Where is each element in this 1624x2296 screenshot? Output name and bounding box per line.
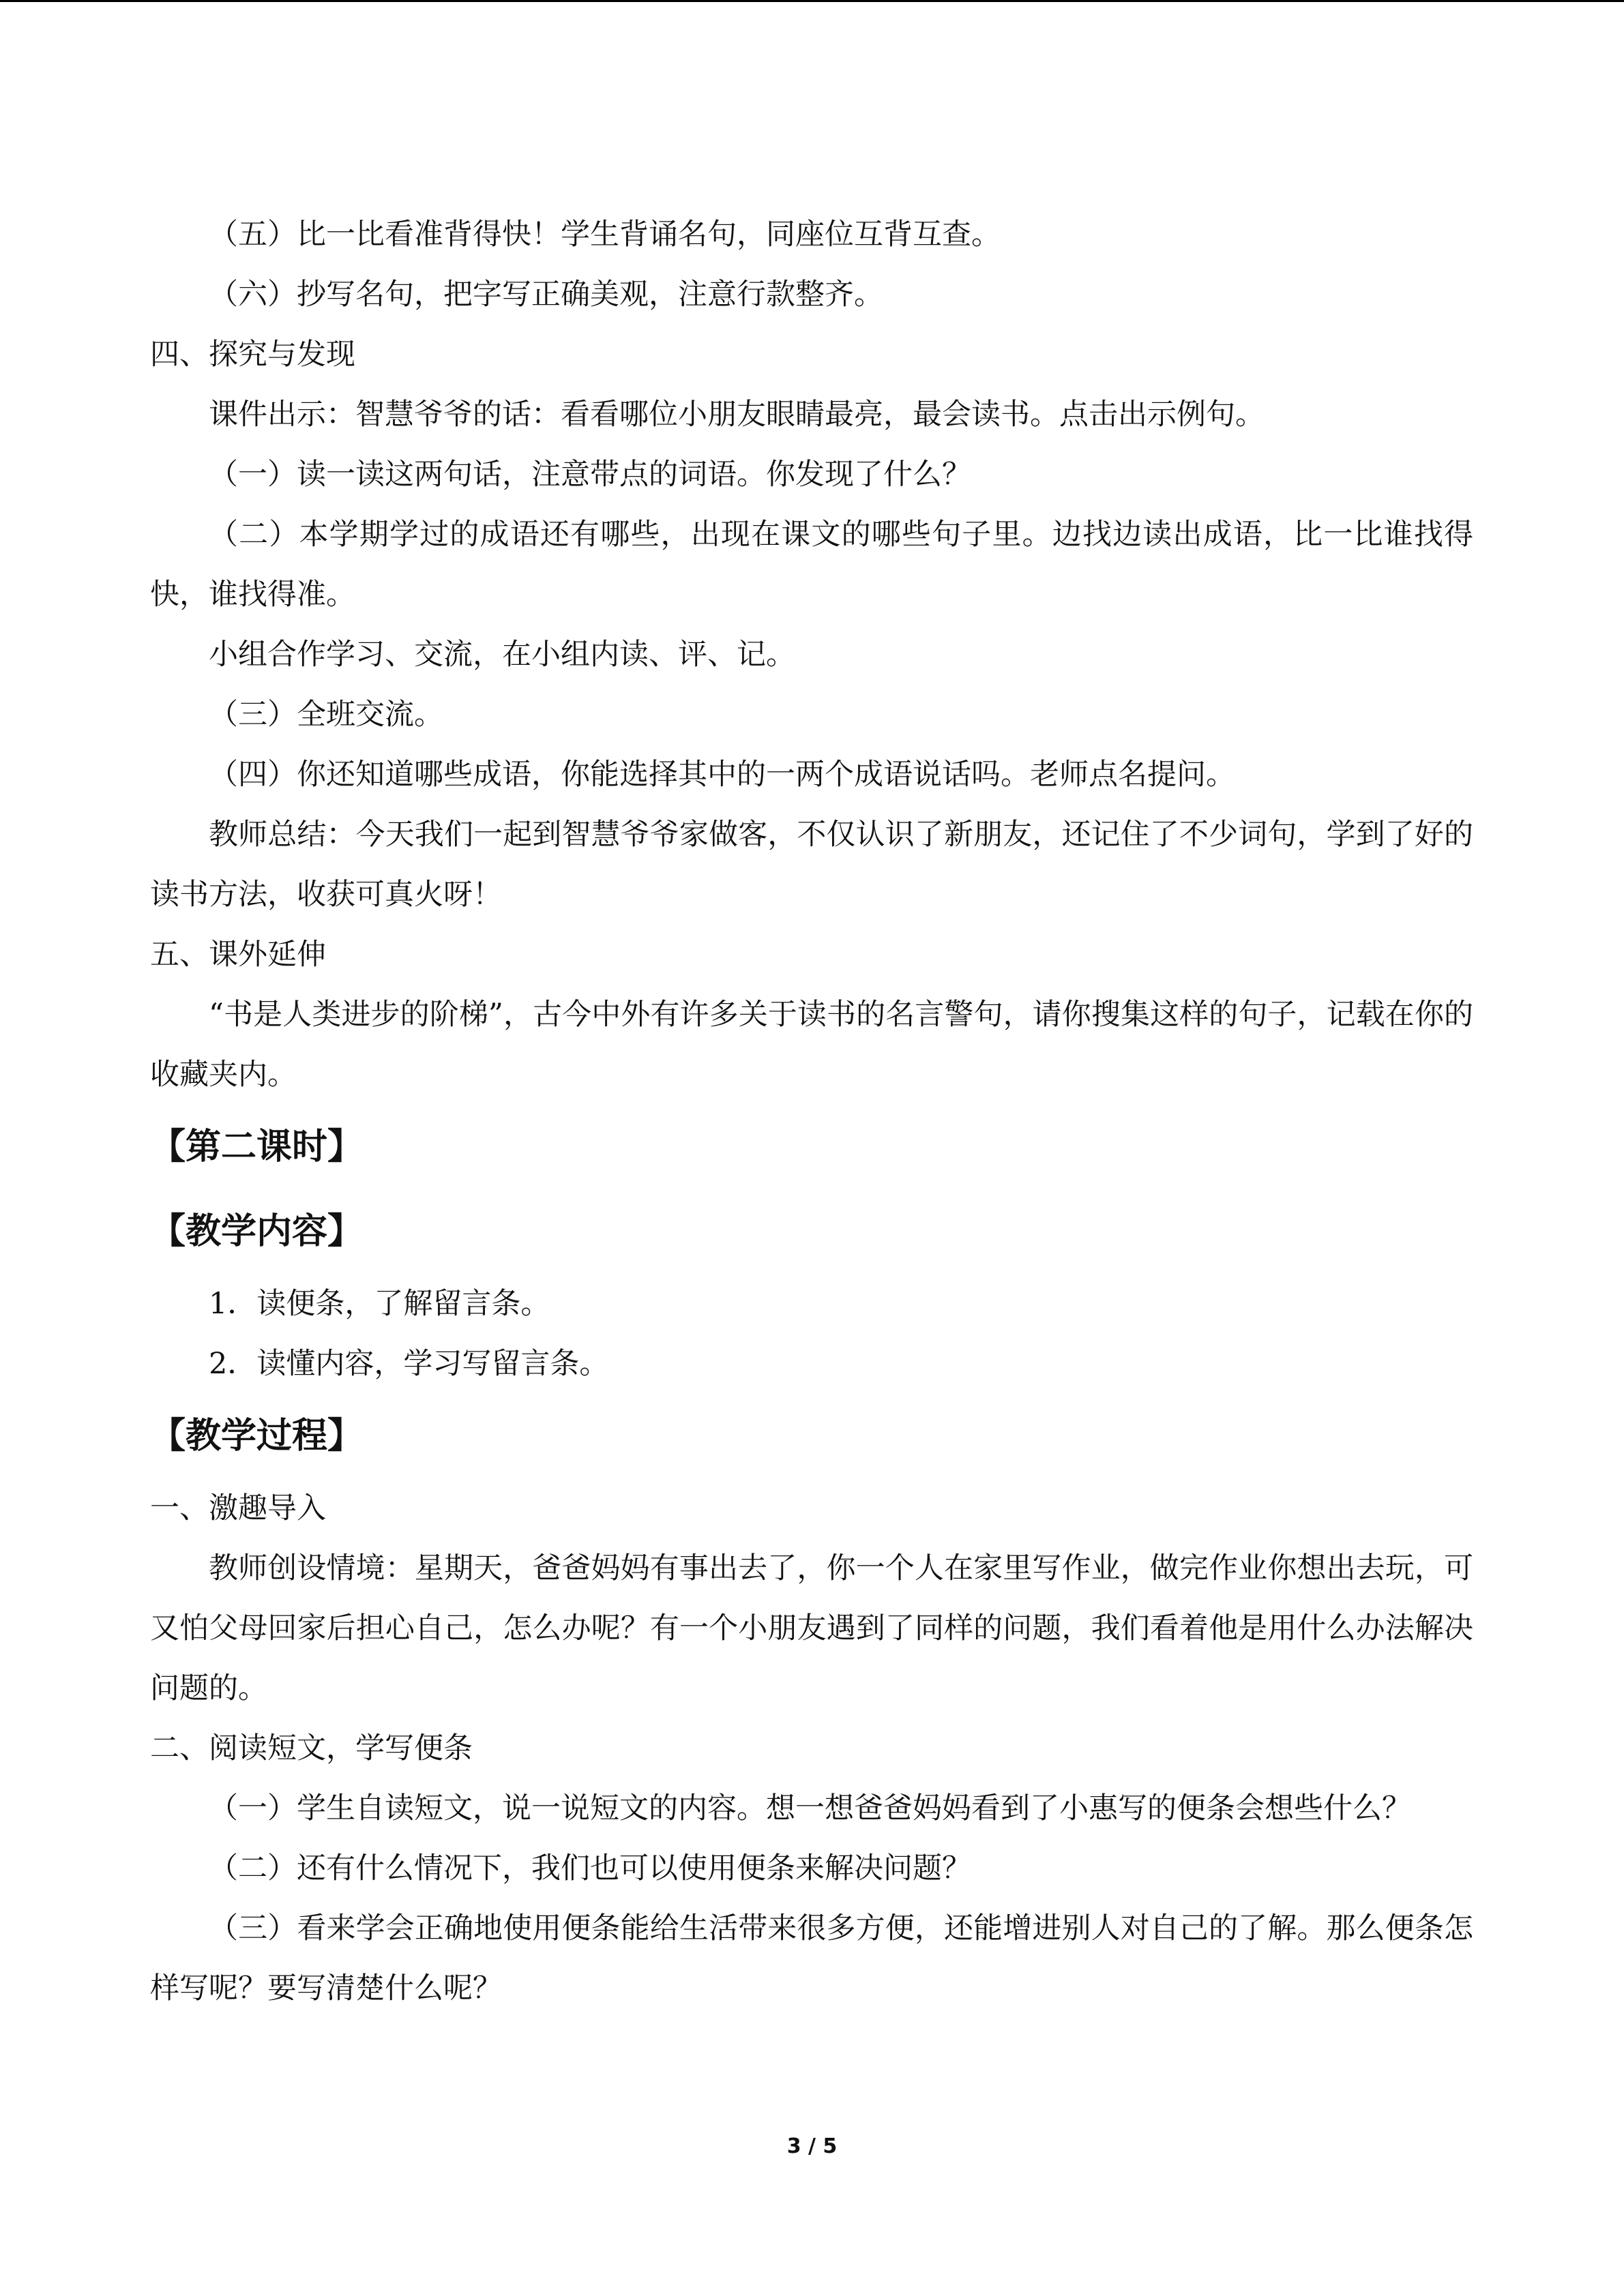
bold-heading-second-lesson: 【第二课时】 (150, 1127, 364, 1167)
paragraph: “书是人类进步的阶梯”，古今中外有许多关于读书的名言警句，请你搜集这样的句子，记载在你的收藏夹内。 (150, 998, 1473, 1092)
section-heading: 四、探究与发现 (150, 338, 355, 372)
paragraph: （三）全班交流。 (209, 698, 443, 732)
paragraph: 小组合作学习、交流，在小组内读、评、记。 (209, 638, 795, 672)
paragraph: 教师创设情境：星期天，爸爸妈妈有事出去了，你一个人在家里写作业，做完作业你想出去玩，可又怕父母回家后担心自己，怎么办呢？有一个小朋友遇到了同样的问题，我们看着他是用什么办法解决问题的。 (150, 1551, 1473, 1705)
paragraph: （一）学生自读短文，说一说短文的内容。想一想爸爸妈妈看到了小惠写的便条会想些什么？ (209, 1791, 1411, 1825)
section-heading: 五、课外延伸 (150, 938, 326, 972)
paragraph: 课件出示：智慧爷爷的话：看看哪位小朋友眼睛最亮，最会读书。点击出示例句。 (209, 398, 1265, 432)
paragraph: （一）读一读这两句话，注意带点的词语。你发现了什么？ (209, 458, 971, 492)
paragraph: （六）抄写名句，把字写正确美观，注意行款整齐。 (209, 278, 883, 312)
top-border (0, 0, 1624, 2)
list-item: 1．读便条，了解留言条。 (209, 1287, 550, 1321)
bold-heading-teaching-content: 【教学内容】 (150, 1211, 364, 1252)
paragraph: （五）比一比看准背得快！学生背诵名句，同座位互背互查。 (209, 218, 1001, 252)
paragraph: （三）看来学会正确地使用便条能给生活带来很多方便，还能增进别人对自己的了解。那么便条怎样写呢？要写清楚什么呢？ (150, 1911, 1473, 2006)
paragraph: （四）你还知道哪些成语，你能选择其中的一两个成语说话吗。老师点名提问。 (209, 758, 1235, 792)
list-item: 2．读懂内容，学习写留言条。 (209, 1347, 609, 1381)
bold-heading-teaching-process: 【教学过程】 (150, 1416, 364, 1457)
paragraph: 教师总结：今天我们一起到智慧爷爷家做客，不仅认识了新朋友，还记住了不少词句，学到了好的读书方法，收获可真火呀！ (150, 818, 1473, 912)
document-body (150, 205, 1473, 2018)
section-heading: 一、激趣导入 (150, 1491, 326, 1525)
paragraph: （二）还有什么情况下，我们也可以使用便条来解决问题？ (209, 1851, 971, 1885)
paragraph: （二）本学期学过的成语还有哪些，出现在课文的哪些句子里。边找边读出成语，比一比谁找得快，谁找得准。 (150, 518, 1473, 612)
page-number: 3 / 5 (786, 2134, 838, 2158)
section-heading: 二、阅读短文，学写便条 (150, 1731, 473, 1765)
